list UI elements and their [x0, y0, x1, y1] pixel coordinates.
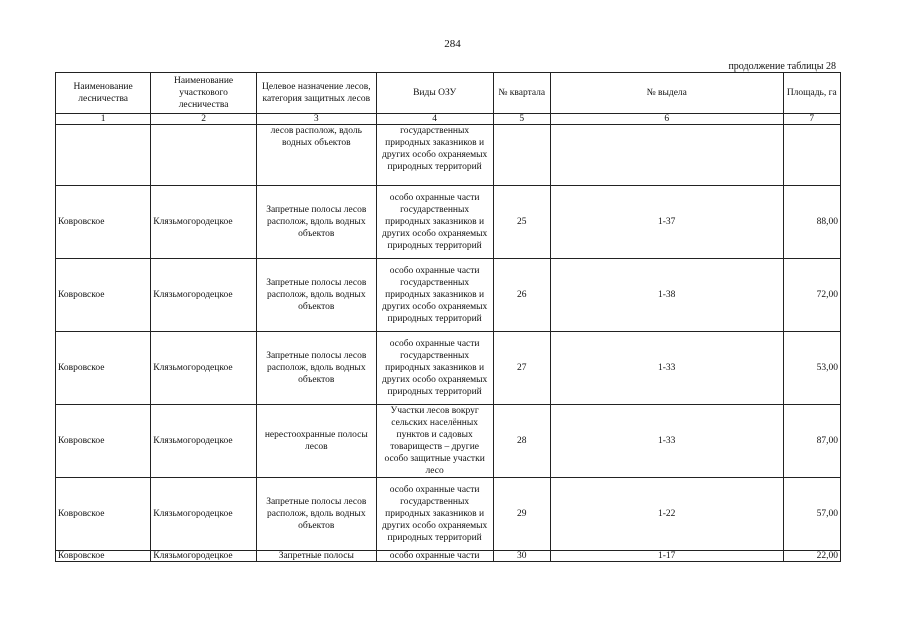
cell-forestry: Ковровское: [56, 186, 151, 259]
cell-area: 88,00: [783, 186, 840, 259]
table-header-row: [56, 73, 841, 114]
cell-section: 1-17: [550, 551, 783, 562]
cell-section: 1-33: [550, 332, 783, 405]
cell-section: 1-33: [550, 405, 783, 478]
cell-section: [550, 125, 783, 186]
cell-purpose: Запретные полосы лесов располож, вдоль водных объектов: [256, 478, 376, 551]
cell-area: 87,00: [783, 405, 840, 478]
header-purpose: Целевое назначение лесов, категория защитных лесов: [256, 73, 376, 114]
table-row: [56, 478, 841, 551]
cell-district: Клязьмогородецкое: [151, 551, 257, 562]
cell-ozu-type: особо охранные части государственных природных заказников и других особо охраняемых природных территорий: [376, 259, 493, 332]
cell-section: 1-38: [550, 259, 783, 332]
table-row: [56, 332, 841, 405]
header-forestry: Наименование лесничества: [56, 73, 151, 114]
cell-section: 1-37: [550, 186, 783, 259]
cell-forestry: Ковровское: [56, 259, 151, 332]
column-number: 7: [783, 114, 840, 125]
cell-quarter: 25: [493, 186, 550, 259]
cell-ozu-type: государственных природных заказников и других особо охраняемых природных территорий: [376, 125, 493, 186]
cell-area: [783, 125, 840, 186]
column-number: 3: [256, 114, 376, 125]
header-section-number: № выдела: [550, 73, 783, 114]
cell-area: 53,00: [783, 332, 840, 405]
header-quarter-number: № квартала: [493, 73, 550, 114]
column-number: 1: [56, 114, 151, 125]
column-number: 4: [376, 114, 493, 125]
cell-quarter: 30: [493, 551, 550, 562]
header-district-forestry: Наименование участкового лесничества: [151, 73, 257, 114]
column-number: 2: [151, 114, 257, 125]
cell-forestry: [56, 125, 151, 186]
table-row: [56, 259, 841, 332]
cell-purpose: Запретные полосы лесов располож, вдоль водных объектов: [256, 332, 376, 405]
table-row: [56, 405, 841, 478]
header-ozu-type: Виды ОЗУ: [376, 73, 493, 114]
cell-area: 57,00: [783, 478, 840, 551]
cell-purpose: Запретные полосы лесов располож, вдоль водных объектов: [256, 186, 376, 259]
cell-purpose: нерестоохранные полосы лесов: [256, 405, 376, 478]
cell-purpose: лесов располож, вдоль водных объектов: [256, 125, 376, 186]
cell-district: Клязьмогородецкое: [151, 332, 257, 405]
cell-area: 72,00: [783, 259, 840, 332]
cell-quarter: [493, 125, 550, 186]
header-area: Площадь, га: [783, 73, 840, 114]
cell-ozu-type: Участки лесов вокруг сельских населённых пунктов и садовых товариществ – другие особо защитные участки лесо: [376, 405, 493, 478]
cell-quarter: 27: [493, 332, 550, 405]
cell-forestry: Ковровское: [56, 332, 151, 405]
cell-quarter: 29: [493, 478, 550, 551]
cell-ozu-type: особо охранные части государственных природных заказников и других особо охраняемых природных территорий: [376, 186, 493, 259]
cell-purpose: Запретные полосы лесов располож, вдоль водных объектов: [256, 259, 376, 332]
cell-area: 22,00: [783, 551, 840, 562]
cell-quarter: 28: [493, 405, 550, 478]
page-number: 284: [444, 38, 461, 50]
table-row: [56, 551, 841, 562]
cell-district: [151, 125, 257, 186]
cell-forestry: Ковровское: [56, 405, 151, 478]
cell-district: Клязьмогородецкое: [151, 186, 257, 259]
column-number-row: [56, 114, 841, 125]
column-number: 5: [493, 114, 550, 125]
cell-purpose: Запретные полосы: [256, 551, 376, 562]
cell-section: 1-22: [550, 478, 783, 551]
cell-district: Клязьмогородецкое: [151, 478, 257, 551]
cell-ozu-type: особо охранные части государственных природных заказников и других особо охраняемых природных территорий: [376, 478, 493, 551]
table-row: [56, 186, 841, 259]
cell-ozu-type: особо охранные части: [376, 551, 493, 562]
cell-district: Клязьмогородецкое: [151, 405, 257, 478]
forest-plots-table: [55, 72, 841, 562]
table-row: [56, 125, 841, 186]
table-continuation-label: продолжение таблицы 28: [728, 61, 836, 72]
cell-forestry: Ковровское: [56, 478, 151, 551]
cell-forestry: Ковровское: [56, 551, 151, 562]
cell-quarter: 26: [493, 259, 550, 332]
column-number: 6: [550, 114, 783, 125]
cell-ozu-type: особо охранные части государственных природных заказников и других особо охраняемых природных территорий: [376, 332, 493, 405]
cell-district: Клязьмогородецкое: [151, 259, 257, 332]
